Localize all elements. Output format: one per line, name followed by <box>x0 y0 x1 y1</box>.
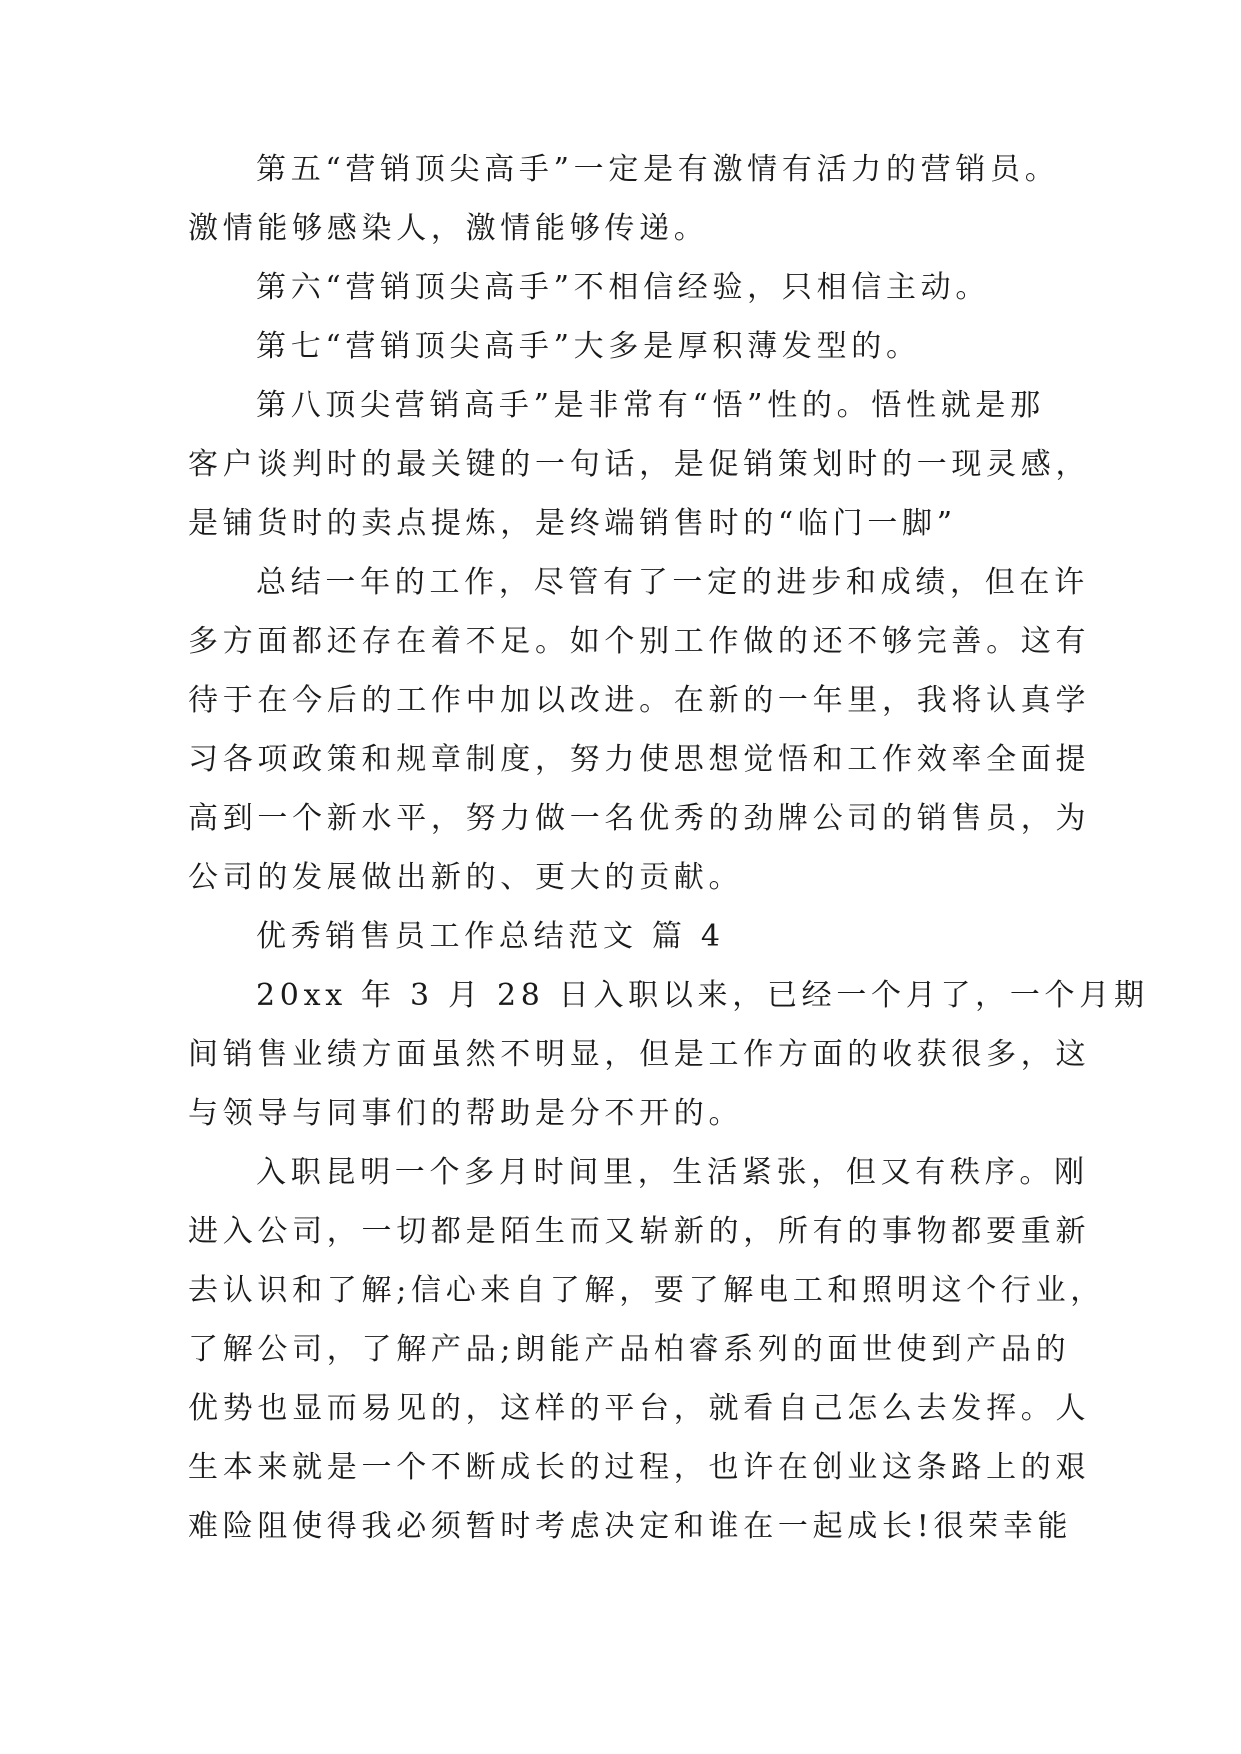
text-line: 第八顶尖营销高手”是非常有“悟”性的。悟性就是那 <box>256 388 1045 423</box>
text-line: 激情能够感染人，激情能够传递。 <box>188 211 709 246</box>
text-line: 习各项政策和规章制度，努力使思想觉悟和工作效率全面提 <box>188 742 1091 777</box>
text-line: 第五“营销顶尖高手”一定是有激情有活力的营销员。 <box>256 152 1060 187</box>
text-line: 难险阻使得我必须暂时考虑决定和谁在一起成长!很荣幸能 <box>188 1509 1073 1544</box>
text-line: 高到一个新水平，努力做一名优秀的劲牌公司的销售员，为 <box>188 801 1091 836</box>
text-line: 客户谈判时的最关键的一句话，是促销策划时的一现灵感， <box>188 447 1091 482</box>
text-line: 第六“营销顶尖高手”不相信经验，只相信主动。 <box>256 270 991 305</box>
text-line: 入职昆明一个多月时间里，生活紧张，但又有秩序。刚 <box>256 1155 1089 1190</box>
text-line: 总结一年的工作，尽管有了一定的进步和成绩，但在许 <box>256 565 1089 600</box>
text-line: 20xx 年 3 月 28 日入职以来，已经一个月了，一个月期 <box>256 978 1149 1013</box>
text-line: 与领导与同事们的帮助是分不开的。 <box>188 1096 744 1131</box>
text-line: 优势也显而易见的，这样的平台，就看自己怎么去发挥。人 <box>188 1391 1091 1426</box>
text-line: 生本来就是一个不断成长的过程，也许在创业这条路上的艰 <box>188 1450 1091 1485</box>
text-line: 进入公司，一切都是陌生而又崭新的，所有的事物都要重新 <box>188 1214 1091 1249</box>
text-line: 间销售业绩方面虽然不明显，但是工作方面的收获很多，这 <box>188 1037 1091 1072</box>
text-line: 第七“营销顶尖高手”大多是厚积薄发型的。 <box>256 329 921 364</box>
text-line: 公司的发展做出新的、更大的贡献。 <box>188 860 744 895</box>
text-line: 多方面都还存在着不足。如个别工作做的还不够完善。这有 <box>188 624 1091 659</box>
text-line: 是铺货时的卖点提炼，是终端销售时的“临门一脚” <box>188 506 957 541</box>
text-line: 去认识和了解;信心来自了解，要了解电工和照明这个行业， <box>188 1273 1106 1308</box>
text-line: 了解公司，了解产品;朗能产品柏睿系列的面世使到产品的 <box>188 1332 1071 1367</box>
text-line: 待于在今后的工作中加以改进。在新的一年里，我将认真学 <box>188 683 1091 718</box>
section-heading: 优秀销售员工作总结范文 篇 4 <box>256 919 725 954</box>
